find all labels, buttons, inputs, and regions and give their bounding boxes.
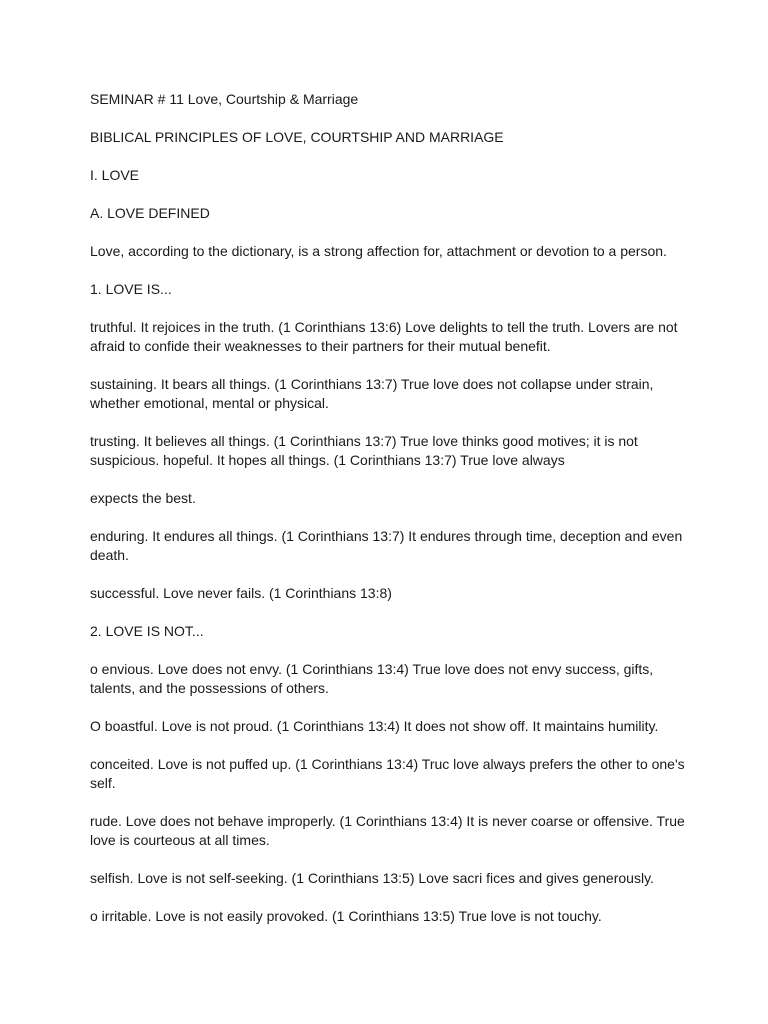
item-trusting-hopeful: trusting. It believes all things. (1 Corinthians 13:7) True love thinks good motives; it is not suspicious. hopeful. It hopes all things. (1 Corinthians 13:7) True love always [90, 433, 638, 468]
item-expects-best: expects the best. [90, 490, 196, 506]
document-page [90, 90, 690, 945]
document-heading: BIBLICAL PRINCIPLES OF LOVE, COURTSHIP AND MARRIAGE [90, 129, 504, 145]
item-sustaining: sustaining. It bears all things. (1 Corinthians 13:7) True love does not collapse under strain, whether emotional, mental or physical. [90, 376, 654, 411]
seminar-title: SEMINAR # 11 Love, Courtship & Marriage [90, 91, 359, 107]
item-envious: o envious. Love does not envy. (1 Corinthians 13:4) True love does not envy success, gifts, talents, and the possessions of others. [90, 661, 654, 696]
list-heading-love-is: 1. LOVE IS... [90, 281, 172, 297]
subsection-heading-love-defined: A. LOVE DEFINED [90, 205, 210, 221]
item-successful: successful. Love never fails. (1 Corinthians 13:8) [90, 585, 392, 601]
item-irritable: o irritable. Love is not easily provoked. (1 Corinthians 13:5) True love is not touchy. [90, 908, 602, 924]
item-truthful: truthful. It rejoices in the truth. (1 Corinthians 13:6) Love delights to tell the truth. Lovers are not afraid to confide their weaknesses to their partners for their mutual benefit. [90, 319, 678, 354]
item-rude: rude. Love does not behave improperly. (1 Corinthians 13:4) It is never coarse or offensive. True love is courteous at all times. [90, 813, 685, 848]
item-enduring: enduring. It endures all things. (1 Corinthians 13:7) It endures through time, deception and even death. [90, 528, 683, 563]
item-boastful: O boastful. Love is not proud. (1 Corinthians 13:4) It does not show off. It maintains humility. [90, 718, 659, 734]
definition-paragraph: Love, according to the dictionary, is a strong affection for, attachment or devotion to a person. [90, 243, 667, 259]
section-heading-love: I. LOVE [90, 167, 140, 183]
item-conceited: conceited. Love is not puffed up. (1 Corinthians 13:4) Truc love always prefers the other to one's self. [90, 756, 685, 791]
item-selfish: selfish. Love is not self-seeking. (1 Corinthians 13:5) Love sacri fices and gives generously. [90, 870, 654, 886]
list-heading-love-is-not: 2. LOVE IS NOT... [90, 623, 204, 639]
